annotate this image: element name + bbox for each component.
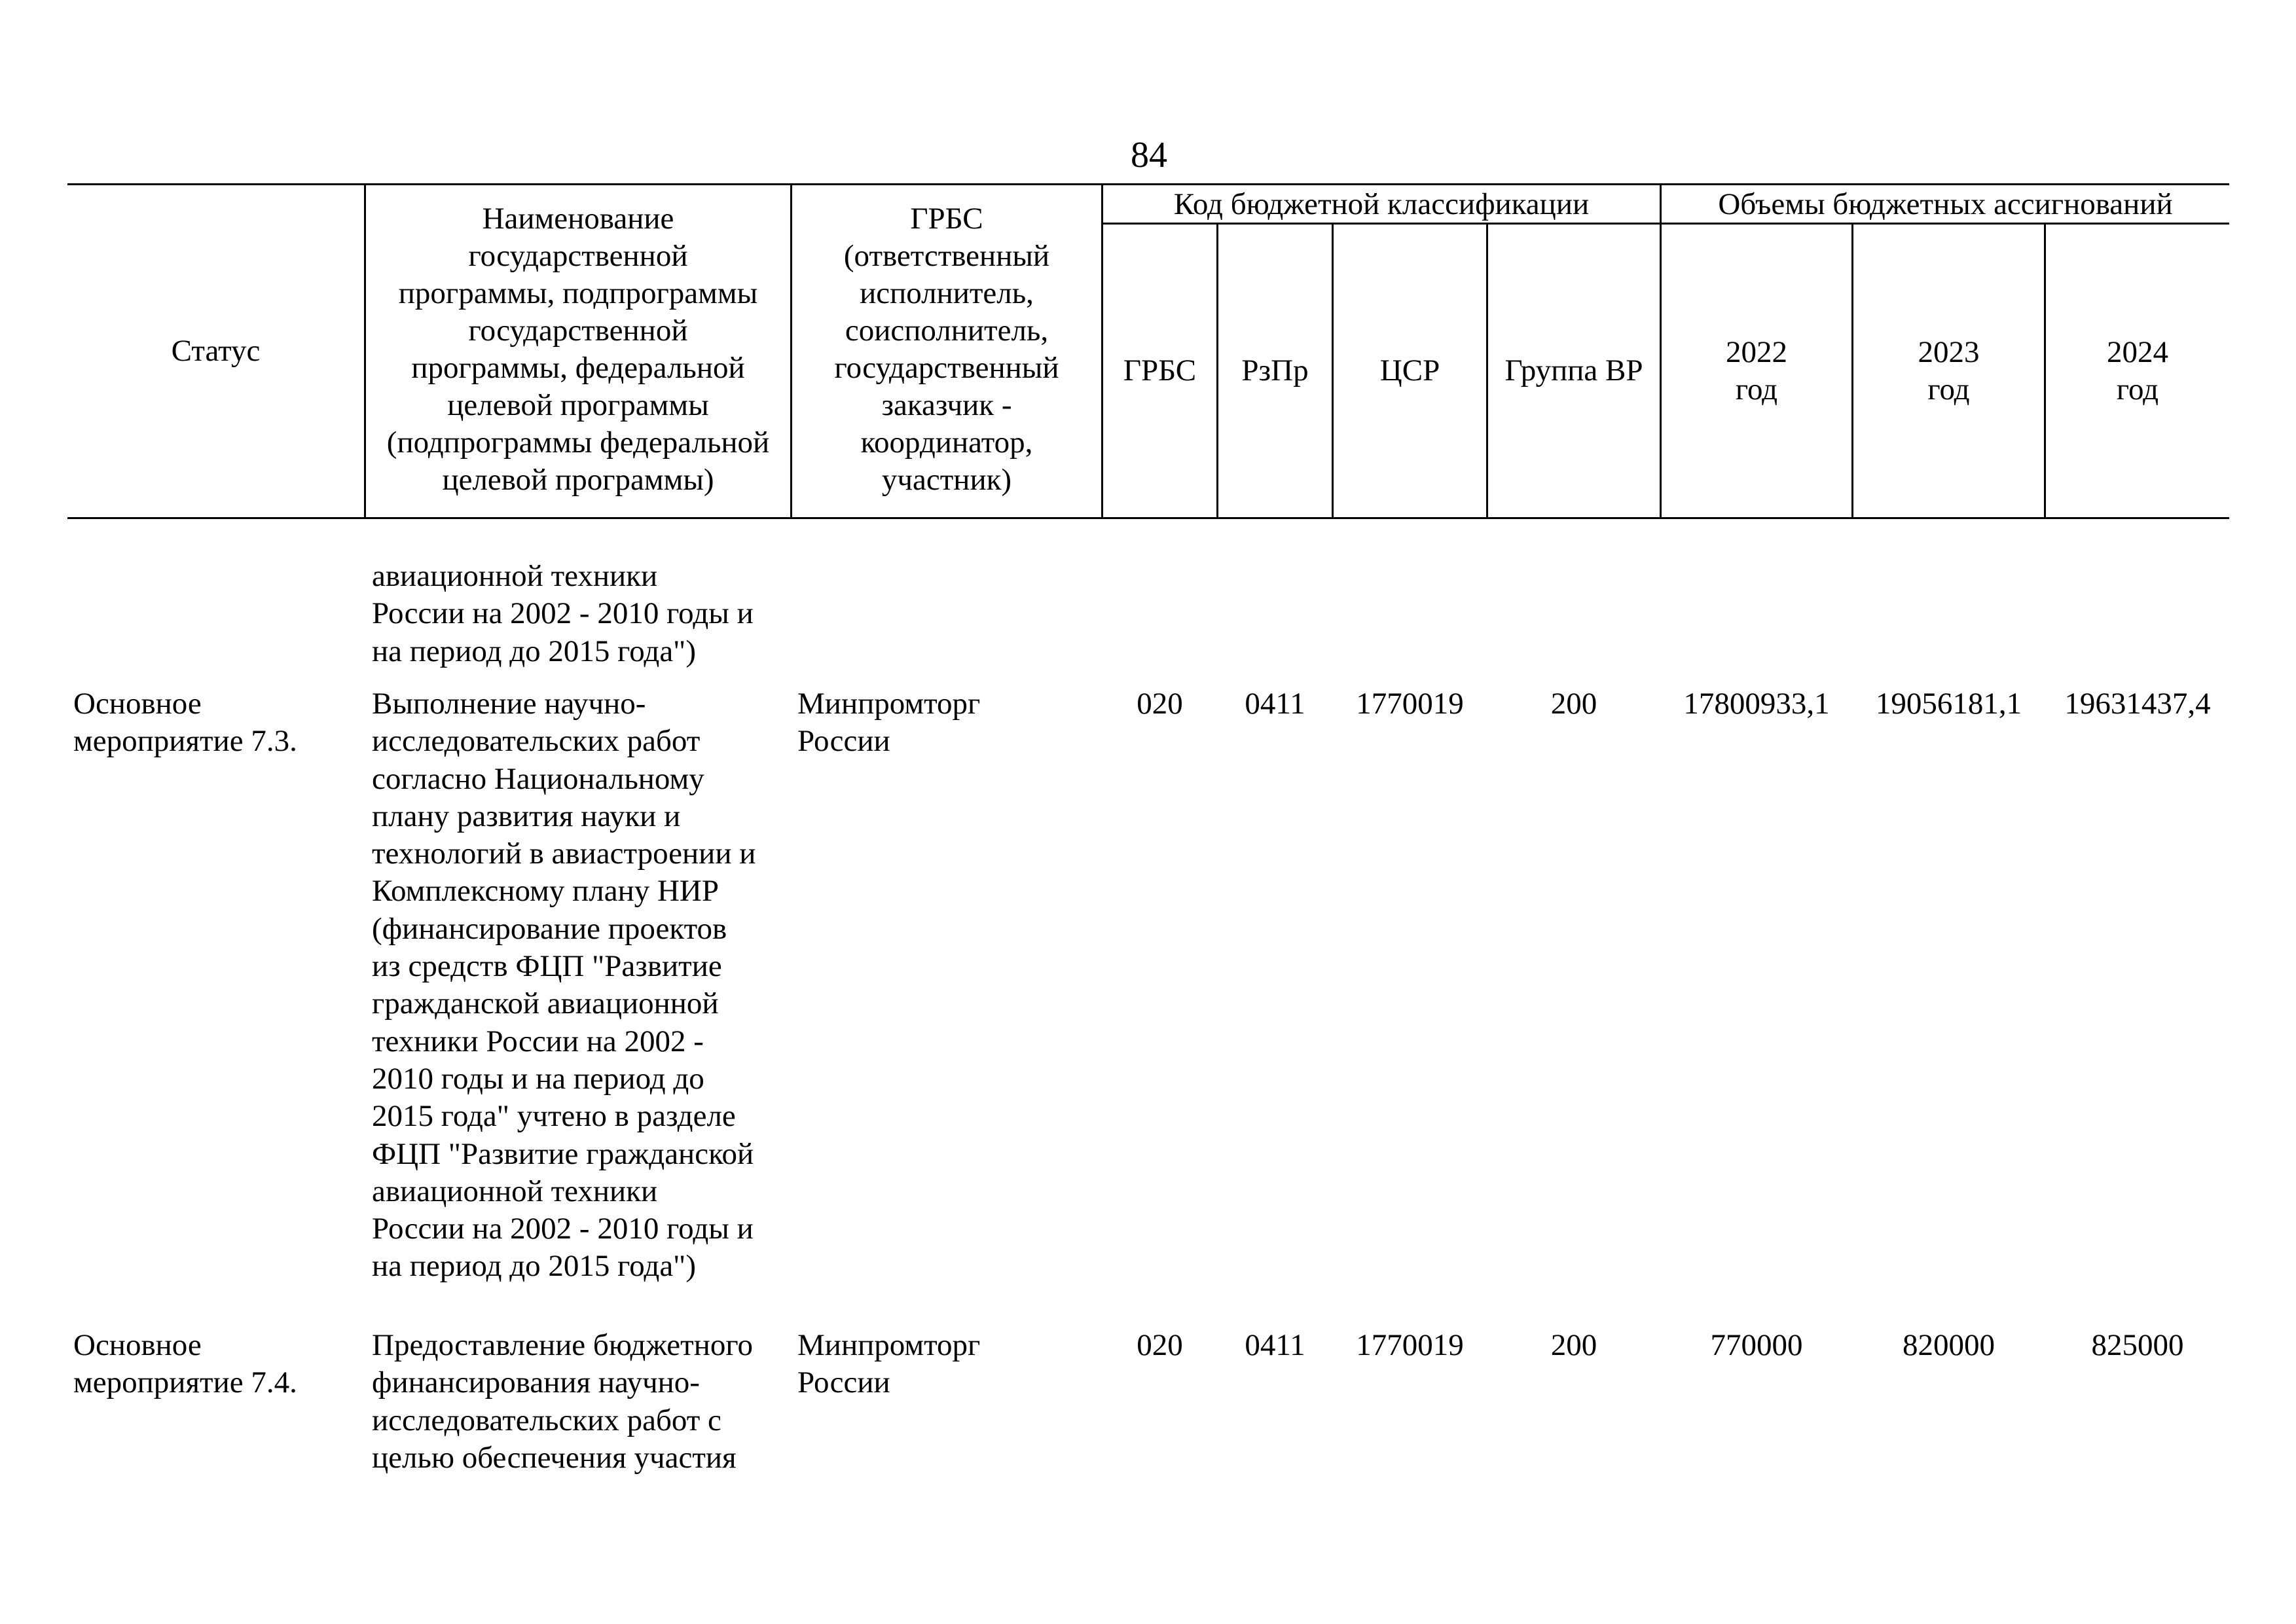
row-7-4-rzpr: 0411 [1245,1328,1305,1362]
row-7-4-vr: 200 [1550,1328,1597,1362]
row-7-3-y2023: 19056181,1 [1875,687,2022,721]
continuation-name: авиационной техники России на 2002 - 2010 годы и на период до 2015 года") [372,559,754,668]
header-grbs-role: ГРБС (ответственный исполнитель, соисполнитель, государственный заказчик - координатор, участник) [834,202,1059,497]
header-year-2024: 2024 год [2107,334,2168,406]
row-7-4-code-grbs: 020 [1137,1328,1183,1362]
header-code-vr: Группа ВР [1504,353,1643,388]
header-budget-code: Код бюджетной классификации [1173,187,1590,221]
row-7-3-y2022: 17800933,1 [1683,687,1830,721]
row-7-3-name: Выполнение научно- исследовательских работ согласно Национальному плану развития науки и технологий в авиастроении и Комплексному плану НИР (финансирование проектов из средств ФЦП "Развитие гражданской авиационной техники России на 2002 - 2010 годы и на период до 2015 года" учтено в разделе ФЦП "Развитие гражданской авиационной техники России на 2002 - 2010 годы и на период до 2015 года") [372,687,756,1284]
row-7-3-rzpr: 0411 [1245,687,1305,721]
header-code-grbs: ГРБС [1123,353,1197,388]
header-program-name: Наименование государственной программы, подпрограммы государственной программы, федеральной целевой программы (подпрограммы федеральной целевой программы) [386,202,770,497]
header-bottom-border [67,517,2229,519]
header-code-rzpr: РзПр [1241,353,1309,388]
header-year-2023: 2023 год [1918,334,1980,406]
header-status: Статус [171,334,261,368]
row-7-3-code-grbs: 020 [1137,687,1183,721]
row-7-4-y2022: 770000 [1710,1328,1803,1362]
row-7-4-grbs: Минпромторг России [797,1328,981,1400]
row-7-3-grbs: Минпромторг России [797,687,981,759]
header-year-2022: 2022 год [1726,334,1787,406]
row-7-3-vr: 200 [1550,687,1597,721]
header-code-csr: ЦСР [1379,353,1440,388]
table-top-border [67,183,2229,185]
row-7-4-y2024: 825000 [2091,1328,2184,1362]
page-number: 84 [1131,135,1167,175]
row-7-3-status: Основное мероприятие 7.3. [73,687,297,759]
row-7-3-y2024: 19631437,4 [2064,687,2211,721]
row-7-4-y2023: 820000 [1903,1328,1995,1362]
row-7-4-name: Предоставление бюджетного финансирования научно- исследовательских работ с целью обеспечения участия [372,1328,753,1475]
row-7-3-csr: 1770019 [1356,687,1464,721]
row-7-4-status: Основное мероприятие 7.4. [73,1328,297,1400]
row-7-4-csr: 1770019 [1356,1328,1464,1362]
header-budget-volume: Объемы бюджетных ассигнований [1718,187,2173,221]
